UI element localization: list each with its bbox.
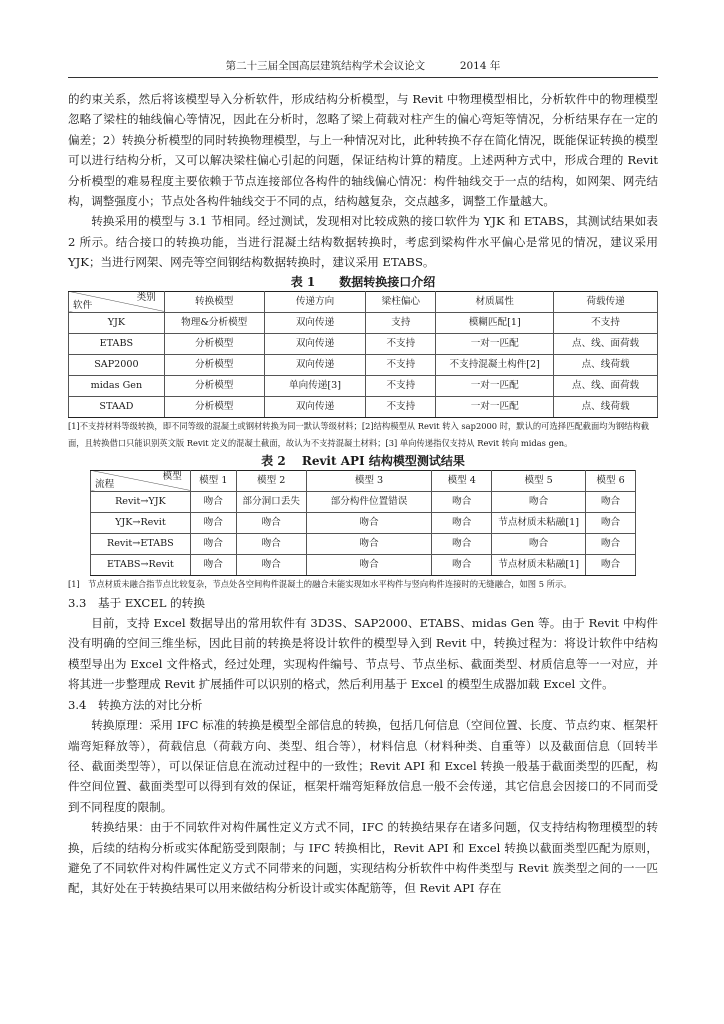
table2-corner <box>91 470 191 491</box>
table2-cell: 吻合 <box>236 533 306 554</box>
table2-header: 模型 6 <box>586 470 636 491</box>
table2-cell: 吻合 <box>432 533 492 554</box>
table1-cell: 不支持混凝土构件[2] <box>436 354 554 375</box>
table2-header: 模型 5 <box>492 470 586 491</box>
table1 <box>68 291 658 418</box>
table2-row <box>91 533 636 554</box>
table1-header-row <box>69 291 658 312</box>
table2-cell: 部分洞口丢失 <box>236 491 306 512</box>
table1-cell: 不支持 <box>366 333 436 354</box>
table2-corner-top: 模型 <box>162 470 182 482</box>
table2-cell: 吻合 <box>432 491 492 512</box>
table2-cell: 吻合 <box>586 554 636 575</box>
header-year: 2014 年 <box>459 60 501 72</box>
table1-header: 梁柱偏心 <box>366 291 436 312</box>
table1-cell: 一对一匹配 <box>436 396 554 417</box>
running-header <box>68 59 658 73</box>
table1-cell: 单向传递[3] <box>264 375 366 396</box>
table1-row <box>69 375 658 396</box>
table2-cell: 吻合 <box>432 512 492 533</box>
table1-cell: 点、线荷载 <box>554 396 658 417</box>
table1-cell: 点、线、面荷载 <box>554 375 658 396</box>
table2-cell: 节点材质未粘融[1] <box>492 554 586 575</box>
page-body <box>68 89 658 899</box>
table2-cell: 吻合 <box>492 533 586 554</box>
table2-corner-bottom: 流程 <box>95 478 115 490</box>
table1-cell: 双向传递 <box>264 312 366 333</box>
table1-cell: 不支持 <box>366 396 436 417</box>
table2-cell: Revit→ETABS <box>91 533 191 554</box>
paragraph-5: 转换结果：由于不同软件对构件属性定义方式不同，IFC 的转换结果存在诸多问题，仅支持结构物理模型的转换，后续的结构分析或实体配筋受到限制；与 IFC 转换相比，Revit API 和 Excel 转换以截面类型匹配为原则，避免了不同软件对构件属性定义方式不同带来的问题，实现结构分析软件中构件类型与 Revit 族类型之间的一一匹配，其好处在于转换结果可以用来做结构分析设计或实体配筋等，但 Revit API 存在 <box>68 820 658 896</box>
table2-cell: 吻合 <box>432 554 492 575</box>
table2-cell: 吻合 <box>236 554 306 575</box>
table2-cell: 吻合 <box>236 512 306 533</box>
table1-cell: 不支持 <box>554 312 658 333</box>
table1-note: [1]不支持材料等级转换，即不同等级的混凝土或钢材转换为同一默认等级材料；[2]结构模型从 Revit 转入 sap2000 时，默认的可选择匹配截面均为钢结构截面，且转换借口只能识别英文版 Revit 定义的混凝土截面，故认为不支持混凝土材料；[3] 单向传递指仅支持从 Revit 转向 midas gen。 <box>68 420 650 448</box>
table2-cell: 吻合 <box>586 533 636 554</box>
section-3-4-heading: 3.4 转换方法的对比分析 <box>68 697 203 712</box>
table1-cell: YJK <box>69 312 165 333</box>
table1-cell: SAP2000 <box>69 354 165 375</box>
table2-cell: 部分构件位置错误 <box>306 491 432 512</box>
table1-row <box>69 354 658 375</box>
table1-cell: 点、线、面荷载 <box>554 333 658 354</box>
table1-cell: 支持 <box>366 312 436 333</box>
table2-row <box>91 554 636 575</box>
table2-header: 模型 1 <box>190 470 236 491</box>
table1-cell: 不支持 <box>366 375 436 396</box>
table1-cell: 物理&分析模型 <box>164 312 264 333</box>
table2-cell: 吻合 <box>306 554 432 575</box>
table2-header: 模型 2 <box>236 470 306 491</box>
table2-cell: 吻合 <box>306 533 432 554</box>
table1-corner-top: 类别 <box>136 291 156 303</box>
table1-cell: midas Gen <box>69 375 165 396</box>
table1-caption: 表 1 数据转换接口介绍 <box>290 274 436 289</box>
header-conference: 第二十三届全国高层建筑结构学术会议论文 <box>225 60 426 72</box>
table1-cell: 分析模型 <box>164 333 264 354</box>
paragraph-1: 的约束关系，然后将该模型导入分析软件，形成结构分析模型，与 Revit 中物理模型相比，分析软件中的物理模型忽略了梁柱的轴线偏心等情况，因此在分析时，忽略了梁上荷载对柱产生的偏心弯矩等情况，分析结果存在一定的偏差；2）转换分析模型的同时转换物理模型，与上一种情况对比，此种转换不存在简化情况，既能保证转换的模型可以进行结构分析，又可以解决梁柱偏心引起的问题，保证结构计算的精度。上述两种方式中，形成合理的 Revit 分析模型的难易程度主要依赖于节点连接部位各构件的轴线偏心情况：构件轴线交于一点的结构，如网架、网壳结构，调整强度小；节点处各构件轴线交于不同的点，结构越复杂，交点越多，调整工作量越大。 <box>68 92 658 209</box>
table1-cell: 分析模型 <box>164 375 264 396</box>
table2-row <box>91 512 636 533</box>
paragraph-4: 转换原理：采用 IFC 标准的转换是模型全部信息的转换，包括几何信息（空间位置、长度、节点约束、框架杆端弯矩释放等），荷载信息（荷载方向、类型、组合等），材料信息（材料种类、自重等）以及截面信息（回转半径、截面类型等），可以保证信息在流动过程中的一致性；Revit API 和 Excel 转换一般基于截面类型的匹配，构件空间位置、截面类型可以得到有效的保证，框架杆端弯矩释放信息一般不会传递，其它信息会因接口的不同而受到不同程度的限制。 <box>68 718 658 814</box>
table2-cell: 吻合 <box>190 512 236 533</box>
table2-cell: YJK→Revit <box>91 512 191 533</box>
header-rule <box>68 77 658 78</box>
table2-cell: Revit→YJK <box>91 491 191 512</box>
table2-cell: ETABS→Revit <box>91 554 191 575</box>
table1-header: 传递方向 <box>264 291 366 312</box>
table1-cell: 双向传递 <box>264 354 366 375</box>
table1-cell: 双向传递 <box>264 396 366 417</box>
table2-header: 模型 3 <box>306 470 432 491</box>
table1-header: 荷载传递 <box>554 291 658 312</box>
table2-cell: 吻合 <box>190 491 236 512</box>
table1-header: 转换模型 <box>164 291 264 312</box>
table2-header-row <box>91 470 636 491</box>
table1-cell: ETABS <box>69 333 165 354</box>
table1-cell: 一对一匹配 <box>436 375 554 396</box>
table1-cell: 分析模型 <box>164 396 264 417</box>
table1-row <box>69 396 658 417</box>
table1-header: 材质属性 <box>436 291 554 312</box>
table1-cell: 一对一匹配 <box>436 333 554 354</box>
table2-cell: 吻合 <box>492 491 586 512</box>
table1-cell: 分析模型 <box>164 354 264 375</box>
table1-cell: 不支持 <box>366 354 436 375</box>
table2-cell: 吻合 <box>586 491 636 512</box>
table1-cell: 双向传递 <box>264 333 366 354</box>
table2-cell: 节点材质未粘融[1] <box>492 512 586 533</box>
table2-cell: 吻合 <box>190 533 236 554</box>
table1-row <box>69 312 658 333</box>
paragraph-2: 转换采用的模型与 3.1 节相同。经过测试，发现相对比较成熟的接口软件为 YJK 和 ETABS，其测试结果如表 2 所示。结合接口的转换功能，当进行混凝土结构数据转换时，考虑到梁构件水平偏心是常见的情况，建议采用 YJK；当进行网架、网壳等空间钢结构数据转换时，建议采用 ETABS。 <box>68 214 658 270</box>
table2-row <box>91 491 636 512</box>
table2-header: 模型 4 <box>432 470 492 491</box>
table1-cell: STAAD <box>69 396 165 417</box>
table1-row <box>69 333 658 354</box>
table2 <box>90 470 636 576</box>
table2-caption: 表 2 Revit API 结构模型测试结果 <box>261 453 465 468</box>
table2-cell: 吻合 <box>306 512 432 533</box>
table1-corner <box>69 291 165 312</box>
table2-cell: 吻合 <box>586 512 636 533</box>
section-3-3-heading: 3.3 基于 EXCEL 的转换 <box>68 595 205 610</box>
table1-corner-bottom: 软件 <box>73 299 93 311</box>
paragraph-3: 目前，支持 Excel 数据导出的常用软件有 3D3S、SAP2000、ETABS、midas Gen 等。由于 Revit 中构件没有明确的空间三维坐标，因此目前的转换是将设计软件的模型导入到 Revit 中，转换过程为：将设计软件中结构模型导出为 Excel 文件格式，经过处理，实现构件编号、节点号、节点坐标、截面类型、材质信息等一一对应，并将其进一步整理成 Revit 扩展插件可以识别的格式，然后利用基于 Excel 的模型生成器加载 Excel 文件。 <box>68 616 658 692</box>
table1-cell: 点、线荷载 <box>554 354 658 375</box>
table2-cell: 吻合 <box>190 554 236 575</box>
table1-cell: 模糊匹配[1] <box>436 312 554 333</box>
table2-note: [1] 节点材质未融合指节点比较复杂，节点处各空间构件混凝土的融合未能实现如水平构件与竖向构件连接时的无缝融合，如图 5 所示。 <box>68 578 572 589</box>
